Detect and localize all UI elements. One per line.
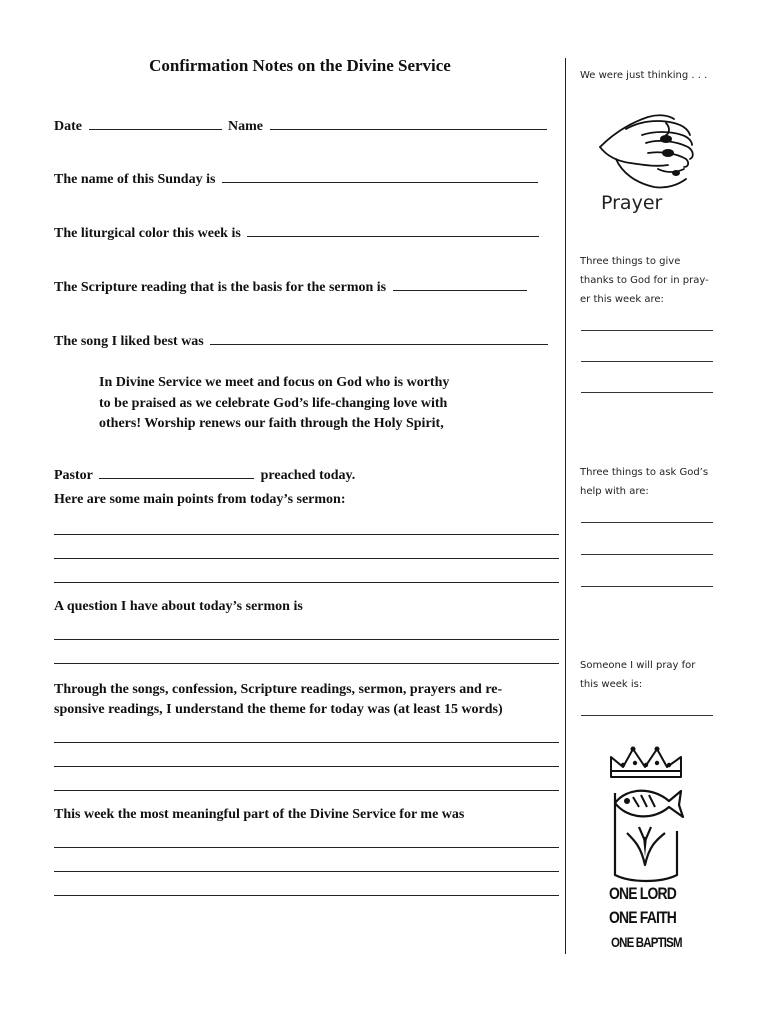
answer-line[interactable] (54, 847, 559, 848)
pray-for-line: this week is: (580, 679, 643, 690)
sidebar-divider (565, 58, 566, 954)
pastor-row (54, 464, 355, 484)
date-label: Date (54, 119, 82, 134)
answer-line[interactable] (54, 895, 559, 896)
answer-line[interactable] (54, 663, 559, 664)
help-prompt (580, 463, 708, 501)
liturgical-color-row (54, 222, 542, 242)
sunday-name-field[interactable] (222, 168, 538, 183)
answer-line[interactable] (54, 766, 559, 767)
answer-line[interactable] (54, 582, 559, 583)
thanks-line: thanks to God for in pray- (580, 275, 709, 286)
thanks-answer-line[interactable] (581, 361, 713, 362)
intro-paragraph (99, 373, 499, 435)
sidebar-heading: We were just thinking . . . (580, 70, 708, 81)
intro-line: others! Worship renews our faith through the Holy Spirit, (99, 416, 444, 431)
answer-line[interactable] (54, 871, 559, 872)
intro-line: to be praised as we celebrate God’s life-changing love with (99, 395, 448, 411)
help-answer-line[interactable] (581, 554, 713, 555)
thanks-answer-line[interactable] (581, 392, 713, 393)
liturgical-color-label: The liturgical color this week is (54, 226, 241, 241)
scripture-row (54, 276, 530, 296)
answer-line[interactable] (54, 534, 559, 535)
name-label: Name (228, 119, 263, 134)
thanks-line: Three things to give (580, 256, 681, 267)
logo-line-faith: ONE FAITH (609, 908, 676, 927)
liturgical-color-field[interactable] (247, 222, 539, 237)
help-line: help with are: (580, 486, 649, 497)
scripture-label: The Scripture reading that is the basis for the sermon is (54, 280, 387, 295)
song-field[interactable] (210, 330, 548, 345)
theme-prompt (54, 680, 503, 720)
question-label: A question I have about today’s sermon is (54, 599, 303, 614)
song-row (54, 330, 551, 350)
pastor-field[interactable] (99, 464, 254, 479)
thanks-answer-line[interactable] (581, 330, 713, 331)
theme-line: Through the songs, confession, Scripture readings, sermon, prayers and re- (54, 682, 503, 697)
help-answer-line[interactable] (581, 522, 713, 523)
date-name-row (54, 115, 550, 135)
sunday-name-row (54, 168, 541, 188)
answer-line[interactable] (54, 790, 559, 791)
preached-label: preached today. (260, 468, 356, 483)
name-field[interactable] (270, 115, 547, 130)
sunday-name-label: The name of this Sunday is (54, 172, 216, 187)
song-label: The song I liked best was (54, 334, 204, 349)
thanks-prompt (580, 252, 709, 309)
church-emblem-icon (605, 745, 687, 885)
logo-line-baptism: ONE BAPTISM (611, 934, 682, 950)
date-field[interactable] (89, 115, 222, 130)
prayer-label: Prayer (601, 192, 663, 214)
answer-line[interactable] (54, 558, 559, 559)
scripture-field[interactable] (393, 276, 527, 291)
help-line: Three things to ask God’s (580, 467, 709, 478)
pray-for-prompt (580, 656, 695, 694)
sermon-points-label: Here are some main points from today’s sermon: (54, 492, 346, 507)
pray-for-line: Someone I will pray for (580, 660, 696, 671)
page-title: Confirmation Notes on the Divine Service (149, 56, 451, 75)
meaningful-label: This week the most meaningful part of the Divine Service for me was (54, 807, 465, 822)
logo-line-lord: ONE LORD (609, 884, 677, 903)
help-answer-line[interactable] (581, 586, 713, 587)
answer-line[interactable] (54, 639, 559, 640)
praying-hands-icon (596, 103, 700, 195)
thanks-line: er this week are: (580, 294, 664, 305)
answer-line[interactable] (54, 742, 559, 743)
pray-for-answer-line[interactable] (581, 715, 713, 716)
theme-line: sponsive readings, I understand the theme for today was (at least 15 words) (54, 702, 503, 717)
pastor-label: Pastor (54, 468, 93, 483)
intro-line: In Divine Service we meet and focus on God who is worthy (99, 375, 450, 390)
